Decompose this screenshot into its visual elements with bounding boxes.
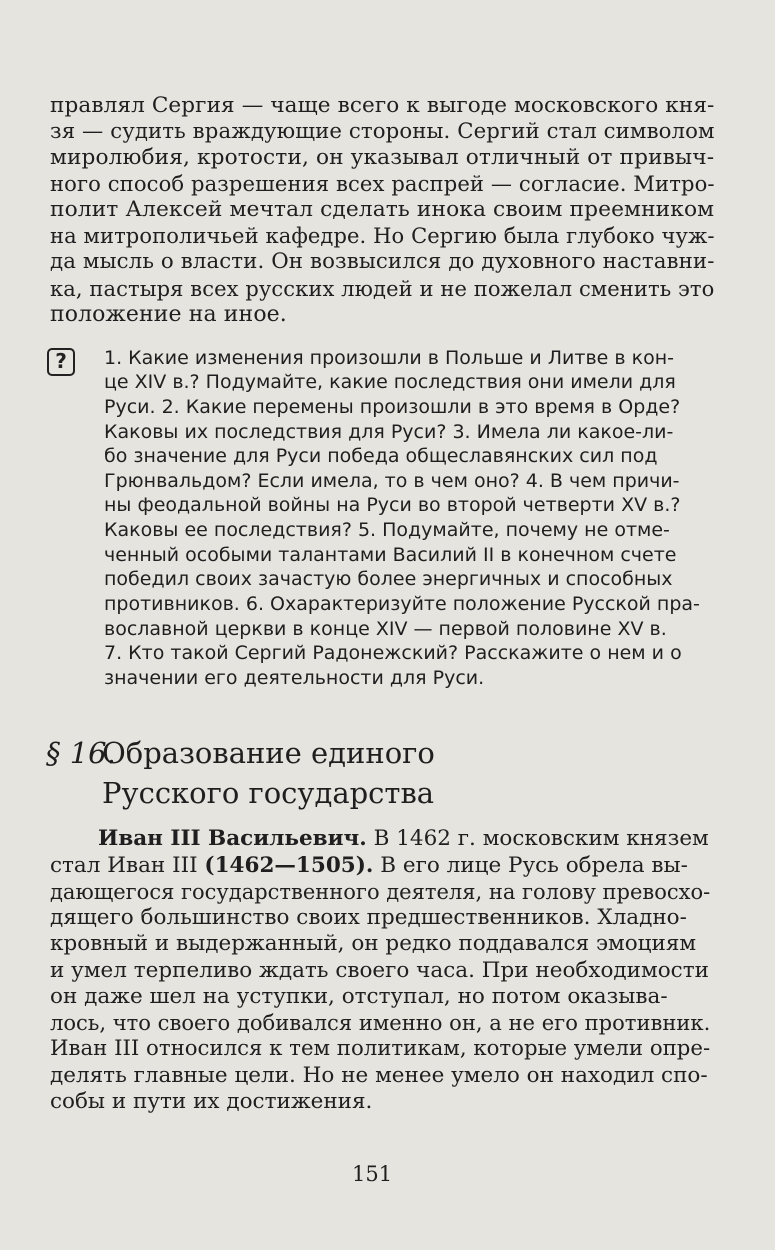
- section-number: § 16.: [46, 736, 116, 770]
- question-line: значении его деятельности для Руси.: [104, 667, 485, 689]
- text-fragment: В 1462 г. московским князем: [366, 826, 709, 851]
- question-line: Каковы ее последствия? 5. Подумайте, почему не отме-: [104, 519, 670, 541]
- text-line: полит Алексей мечтал сделать инока своим преемником: [50, 197, 715, 222]
- text-line: миролюбия, кротости, он указывал отличный от привыч-: [50, 145, 715, 170]
- text-line: [98, 826, 709, 851]
- text-line: ка, пастыря всех русских людей и не пожелал сменить это: [50, 276, 715, 301]
- subheading: Иван III Васильевич.: [98, 826, 367, 851]
- section-title-line1: Образование единого: [102, 736, 435, 770]
- question-line: 1. Какие изменения произошли в Польше и Литве в кон-: [104, 347, 675, 369]
- question-line: 7. Кто такой Сергий Радонежский? Расскажите о нем и о: [104, 642, 682, 664]
- question-line: ны феодальной войны на Руси во второй четверти XV в.?: [104, 494, 681, 516]
- text-line: и умел терпеливо ждать своего часа. При необходимости: [50, 958, 709, 983]
- text-line: на митрополичьей кафедре. Но Сергию была глубоко чуж-: [50, 223, 715, 248]
- text-line: дающегося государственного деятеля, на голову превосхо-: [50, 879, 711, 904]
- question-icon: ?: [47, 348, 75, 376]
- question-line: бо значение для Руси победа общеславянских сил под: [104, 445, 658, 467]
- question-line: победил своих зачастую более энергичных и способных: [104, 568, 673, 590]
- question-line: Руси. 2. Какие перемены произошли в это время в Орде?: [104, 396, 681, 418]
- text-line: да мысль о власти. Он возвысился до духовного наставни-: [50, 249, 715, 274]
- text-fragment: стал Иван III: [50, 853, 205, 878]
- text-line: Иван III относился к тем политикам, которые умели опре-: [50, 1036, 711, 1061]
- question-line: Грюнвальдом? Если имела, то в чем оно? 4. В чем причи-: [104, 470, 680, 492]
- text-line: [50, 853, 688, 878]
- text-line: зя — судить враждующие стороны. Сергий стал символом: [50, 119, 715, 144]
- text-line: делять главные цели. Но не менее умело он находил спо-: [50, 1063, 708, 1088]
- question-line: ченный особыми талантами Василий II в конечном счете: [104, 544, 677, 566]
- question-line: це XIV в.? Подумайте, какие последствия они имели для: [104, 371, 676, 393]
- question-line: Каковы их последствия для Руси? 3. Имела ли какое-ли-: [104, 421, 674, 443]
- reign-dates: (1462—1505).: [204, 853, 374, 878]
- text-line: кровный и выдержанный, он редко поддавался эмоциям: [50, 931, 697, 956]
- section-title-line2: Русского государства: [102, 776, 435, 810]
- question-line: противников. 6. Охарактеризуйте положение Русской пра-: [104, 593, 700, 615]
- text-fragment: В его лице Русь обрела вы-: [373, 853, 688, 878]
- text-line: дящего большинство своих предшественников. Хладно-: [50, 905, 687, 930]
- text-line: ного способ разрешения всех распрей — согласие. Митро-: [50, 171, 715, 196]
- text-line: положение на иное.: [50, 302, 287, 327]
- text-line: лось, что своего добивался именно он, а не его противник.: [50, 1010, 711, 1035]
- question-line: вославной церкви в конце XIV — первой половине XV в.: [104, 618, 667, 640]
- text-line: собы и пути их достижения.: [50, 1089, 373, 1114]
- page-number: 151: [352, 1162, 393, 1186]
- text-line: правлял Сергия — чаще всего к выгоде московского кня-: [50, 93, 715, 118]
- text-line: он даже шел на уступки, отступал, но потом оказыва-: [50, 984, 668, 1009]
